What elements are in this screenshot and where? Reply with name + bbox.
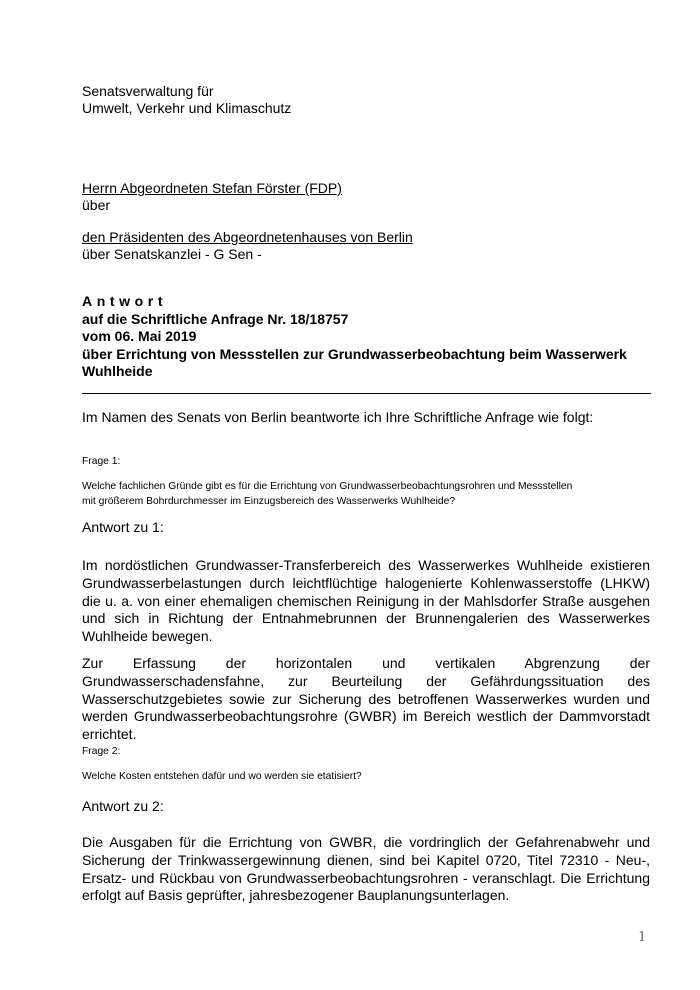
- recipient-block: [82, 180, 342, 214]
- recipient-name: Herrn Abgeordneten Stefan Förster (FDP): [82, 180, 342, 196]
- question-1-text-line-1: Welche fachlichen Gründe gibt es für die Errichtung von Grundwasserbeobachtungsrohren und Messstellen: [82, 481, 573, 492]
- intro-text: Im Namen des Senats von Berlin beantworte ich Ihre Schriftliche Anfrage wie folgt:: [82, 409, 594, 425]
- president-block: [82, 229, 413, 263]
- answer-heading: [82, 293, 627, 381]
- answer-1-paragraph-2: Zur Erfassung der horizontalen und vertikalen Abgrenzung der Grundwasserschadensfahne, zur Beurteilung der Gefährdungssituation des Wasserschutzgebietes sowie zur Sicherung des betroffenen Wasserwerkes wurden und werden Grundwasserbeobachtungsrohre (GWBR) im Bereich westlich der Dammvorstadt errichtet.: [82, 655, 650, 743]
- heading-antwort: Antwort: [82, 293, 168, 309]
- sender-line-1: Senatsverwaltung für: [82, 83, 214, 99]
- question-1-text: [82, 479, 682, 509]
- question-2-label: Frage 2:: [82, 746, 121, 757]
- heading-subject-line-2: Wuhlheide: [82, 363, 153, 380]
- sender-block: [82, 83, 291, 117]
- question-2-text: Welche Kosten entstehen dafür und wo werden sie etatisiert?: [82, 771, 362, 782]
- heading-date: vom 06. Mai 2019: [82, 328, 197, 345]
- answer-2-paragraph-1: Die Ausgaben für die Errichtung von GWBR, die vordringlich der Gefahrenabwehr und Sicherung der Trinkwassergewinnung dienen, sind bei Kapitel 0720, Titel 72310 - Neu-, Ersatz- und Rückbau von Grundwasserbeobachtungsrohren - veranschlagt. Die Errichtung erfolgt auf Basis geprüfter, jahresbezogener Bauplanungsunterlagen.: [82, 834, 650, 904]
- heading-subject-line-1: über Errichtung von Messstellen zur Grundwasserbeobachtung beim Wasserwerk: [82, 345, 627, 362]
- recipient-chancellery: über Senatskanzlei - G Sen -: [82, 246, 262, 262]
- answer-2-label: Antwort zu 2:: [82, 798, 164, 814]
- question-1-label: Frage 1:: [82, 456, 121, 467]
- question-1-text-line-2: mit größerem Bohrdurchmesser im Einzugsbereich des Wasserwerks Wuhlheide?: [82, 496, 456, 507]
- answer-1-label: Antwort zu 1:: [82, 519, 164, 535]
- heading-divider: [82, 393, 651, 394]
- sender-line-2: Umwelt, Verkehr und Klimaschutz: [82, 100, 292, 116]
- page-number: 1: [638, 930, 647, 945]
- answer-1-paragraph-1: Im nordöstlichen Grundwasser-Transferbereich des Wasserwerkes Wuhlheide existieren Grundwasserbelastungen durch leichtflüchtige halogenierte Kohlenwasserstoffe (LHKW) die u. a. von einer ehemaligen chemischen Reinigung in der Mahlsdorfer Straße ausgehen und sich in Richtung der Entnahmebrunnen der Brunnengalerien des Wasserwerkes Wuhlheide bewegen.: [82, 557, 650, 645]
- heading-inquiry: auf die Schriftliche Anfrage Nr. 18/18757: [82, 310, 349, 327]
- recipient-via: über: [82, 197, 111, 213]
- recipient-president: den Präsidenten des Abgeordnetenhauses von Berlin: [82, 229, 413, 245]
